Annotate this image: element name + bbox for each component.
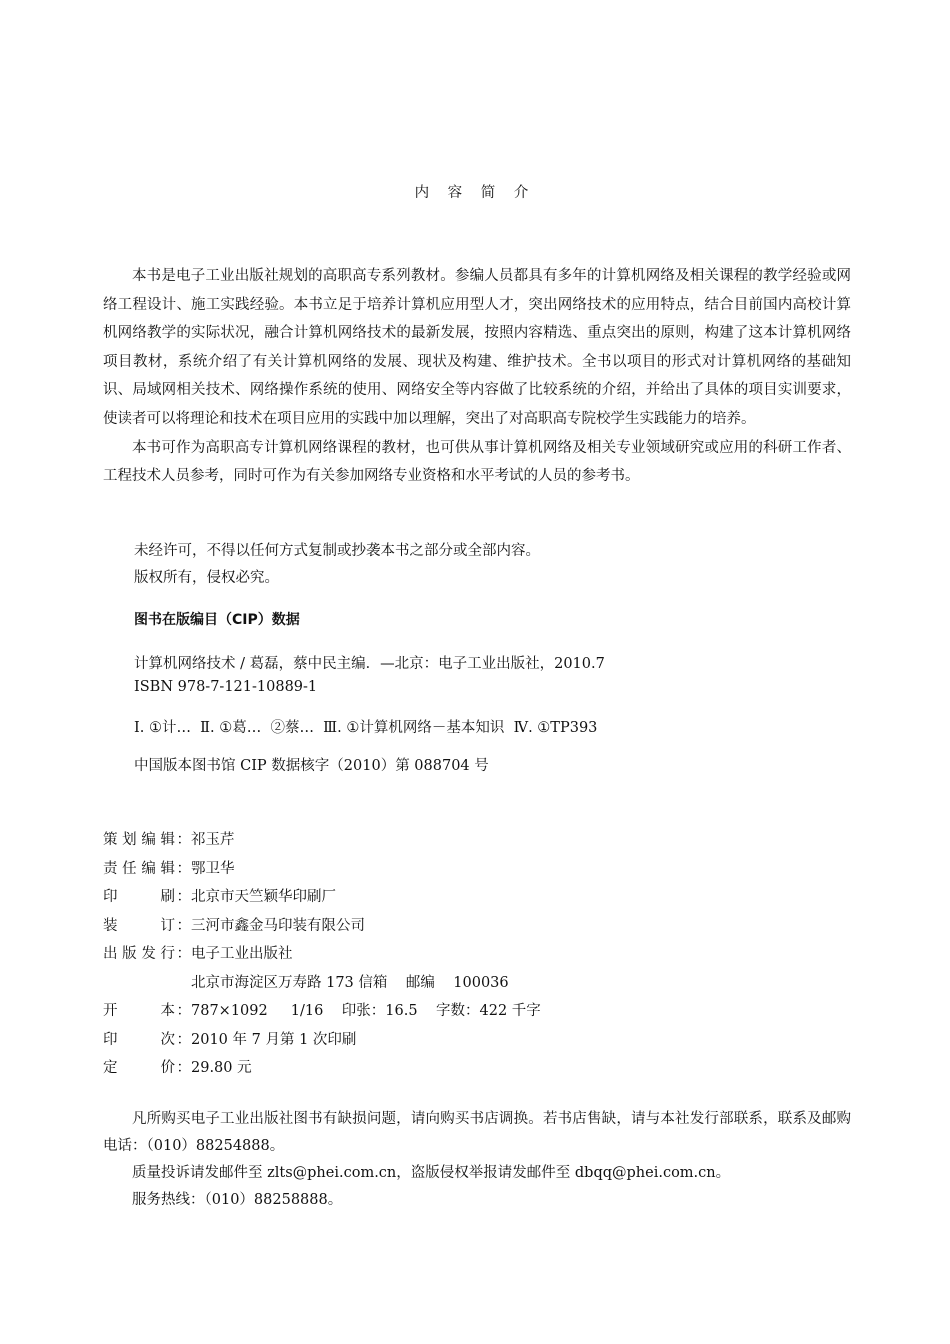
intro-paragraph-1: 本书是电子工业出版社规划的高职高专系列教材。参编人员都具有多年的计算机网络及相关课程的教学经验或网络工程设计、施工实践经验。本书立足于培养计算机应用型人才，突出网络技术的应用特点，结合目前国内高校计算机网络教学的实际状况，融合计算机网络技术的最新发展，按照内容精选、重点突出的原则，构建了这本计算机网络项目教材，系统介绍了有关计算机网络的发展、现状及构建、维护技术。全书以项目的形式对计算机网络的基础知识、局域网相关技术、网络操作系统的使用、网络安全等内容做了比较系统的介绍，并给出了具体的项目实训要求，使读者可以将理论和技术在项目应用的实践中加以理解，突出了对高职高专院校学生实践能力的培养。 xyxy=(103,268,851,427)
cip-heading: 图书在版编目（CIP）数据 xyxy=(134,612,300,628)
cip-isbn: ISBN 978-7-121-10889-1 xyxy=(134,679,318,695)
credit-label-char: 策 xyxy=(103,832,118,848)
credit-value: 三河市鑫金马印装有限公司 xyxy=(191,917,365,934)
credit-label-char: 次 xyxy=(160,1031,175,1048)
credit-row xyxy=(103,940,541,969)
credit-label xyxy=(103,912,191,941)
credit-colon: ： xyxy=(176,1060,191,1076)
credit-row xyxy=(103,912,541,941)
credit-label-char: 本 xyxy=(160,1003,175,1019)
credit-value: 北京市天竺颖华印刷厂 xyxy=(191,889,336,905)
footer-paragraph-2: 质量投诉请发邮件至 zlts@phei.com.cn，盗版侵权举报请发邮件至 dbqq@phei.com.cn。 xyxy=(132,1165,731,1181)
credit-label-char: 辑 xyxy=(160,832,175,848)
credit-label xyxy=(103,940,191,969)
credit-colon: ： xyxy=(176,860,191,877)
credit-label xyxy=(103,1026,191,1055)
credit-colon: ： xyxy=(176,832,191,848)
cip-bibliographic: 计算机网络技术 / 葛磊，蔡中民主编．—北京：电子工业出版社，2010.7 xyxy=(134,656,605,672)
credit-label-text xyxy=(103,1026,175,1055)
cip-record-number: 中国版本图书馆 CIP 数据核字（2010）第 088704 号 xyxy=(134,758,489,774)
credit-label xyxy=(103,1054,191,1083)
credit-label-text xyxy=(103,940,175,969)
footer-paragraph-1: 凡所购买电子工业出版社图书有缺损问题，请向购买书店调换。若书店售缺，请与本社发行部联系，联系及邮购电话：（010）88254888。 xyxy=(103,1111,851,1154)
page-title: 内 容 简 介 xyxy=(414,185,536,201)
credit-label-char: 编 xyxy=(141,860,156,877)
credit-label-char: 定 xyxy=(103,1060,118,1076)
credit-label-text xyxy=(103,1054,175,1083)
credit-label-char: 划 xyxy=(122,832,137,848)
credit-label xyxy=(103,826,191,855)
credit-label-char: 行 xyxy=(160,946,175,962)
credit-label xyxy=(103,855,191,884)
credit-colon: ： xyxy=(176,1003,191,1019)
notice-line-1: 未经许可，不得以任何方式复制或抄袭本书之部分或全部内容。 xyxy=(134,543,540,559)
credit-label-char: 出 xyxy=(103,946,118,962)
credit-value: 电子工业出版社 xyxy=(191,946,293,962)
credit-label xyxy=(103,997,191,1026)
credit-label-char: 开 xyxy=(103,1003,118,1019)
credit-label-text xyxy=(103,969,175,998)
credit-row xyxy=(103,997,541,1026)
cip-classification: Ⅰ. ①计… Ⅱ. ①葛… ②蔡… Ⅲ. ①计算机网络－基本知识 Ⅳ. ①TP393 xyxy=(134,720,598,736)
credit-label-char: 刷 xyxy=(160,889,175,905)
credit-label xyxy=(103,883,191,912)
copyright-notice xyxy=(134,538,540,592)
intro-paragraph-2: 本书可作为高职高专计算机网络课程的教材，也可供从事计算机网络及相关专业领域研究或应用的科研工作者、工程技术人员参考，同时可作为有关参加网络专业资格和水平考试的人员的参考书。 xyxy=(103,439,851,485)
credit-label-char: 发 xyxy=(141,946,156,962)
credit-label-text xyxy=(103,855,175,884)
credit-label-char: 印 xyxy=(103,1031,118,1048)
credit-colon: ： xyxy=(176,889,191,905)
credit-label-char: 任 xyxy=(122,860,137,877)
credit-colon: ： xyxy=(176,917,191,934)
credit-label-char: 印 xyxy=(103,889,118,905)
credit-label-text xyxy=(103,883,175,912)
credit-label xyxy=(103,969,191,998)
credit-label-char: 责 xyxy=(103,860,118,877)
credit-value: 祁玉芹 xyxy=(191,832,235,848)
credit-label-char: 辑 xyxy=(160,860,175,877)
credit-label-char: 订 xyxy=(160,917,175,934)
credit-value: 787×1092 1/16 印张：16.5 字数：422 千字 xyxy=(191,1003,541,1019)
credits-list xyxy=(103,826,541,1083)
footer-section xyxy=(103,1106,851,1214)
credit-colon: ： xyxy=(176,1031,191,1048)
credit-row xyxy=(103,883,541,912)
credit-label-text xyxy=(103,912,175,941)
intro-section xyxy=(103,262,851,491)
credit-value: 北京市海淀区万寿路 173 信箱 邮编 100036 xyxy=(191,974,509,991)
credit-row xyxy=(103,855,541,884)
credit-value: 2010 年 7 月第 1 次印刷 xyxy=(191,1031,357,1048)
credit-label-char: 价 xyxy=(160,1060,175,1076)
credit-row xyxy=(103,1054,541,1083)
credit-label-text xyxy=(103,826,175,855)
notice-line-2: 版权所有，侵权必究。 xyxy=(134,570,279,586)
credit-row xyxy=(103,1026,541,1055)
footer-paragraph-3: 服务热线：（010）88258888。 xyxy=(132,1192,343,1208)
credit-colon: ： xyxy=(176,946,191,962)
credit-label-char: 装 xyxy=(103,917,118,934)
credit-value: 鄂卫华 xyxy=(191,860,235,877)
credit-label-char: 版 xyxy=(122,946,137,962)
credit-label-text xyxy=(103,997,175,1026)
credit-row xyxy=(103,826,541,855)
credit-value: 29.80 元 xyxy=(191,1060,252,1076)
credit-label-char: 编 xyxy=(141,832,156,848)
credit-row xyxy=(103,969,541,998)
